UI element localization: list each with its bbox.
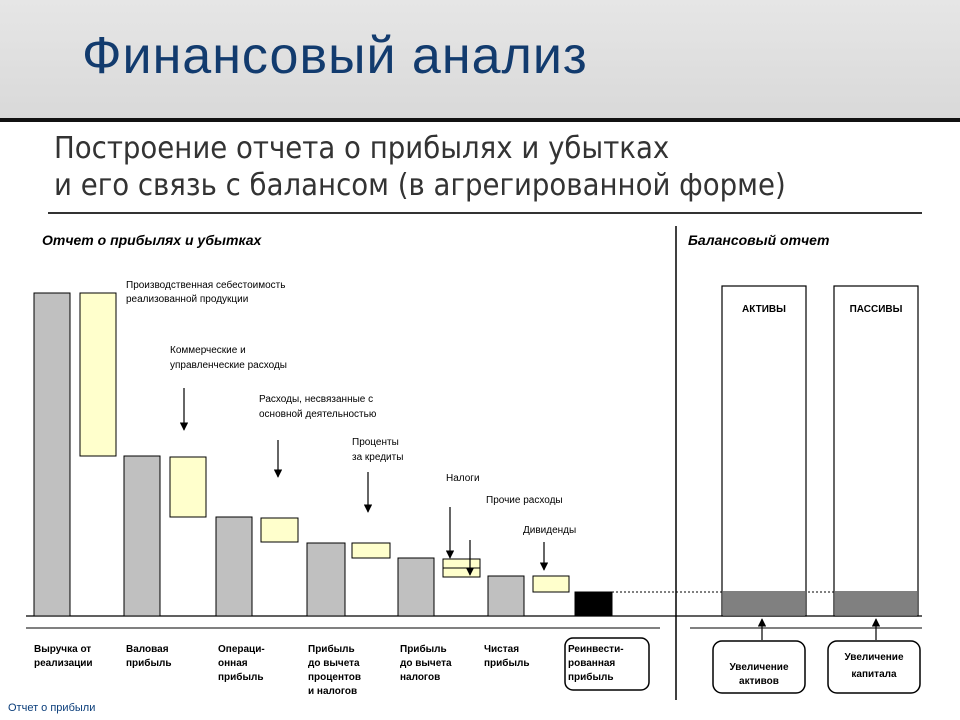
liabilities-column (834, 286, 918, 616)
stage-label-ebt-line-3: налогов (400, 672, 441, 683)
assets-increase-line-1: Увеличение (729, 662, 789, 673)
assets-increase-fill (723, 591, 805, 615)
stage-label-ebt-line-2: до вычета (400, 658, 452, 669)
stage-label-ebit-line-2: до вычета (308, 658, 360, 669)
deduction-bar-selling-admin (170, 457, 206, 517)
stage-label-operating-line-1: Операци- (218, 644, 265, 655)
stage-label-reinvested-line-3: прибыль (568, 672, 614, 683)
deduction-label-nonop-line-1: Расходы, несвязанные с (259, 394, 374, 405)
stage-label-operating-line-2: онная (218, 658, 248, 669)
deduction-label-dividends: Дивиденды (523, 525, 577, 536)
stage-label-gross-line-1: Валовая (126, 644, 169, 655)
stage-label-revenue-line-2: реализации (34, 658, 93, 669)
capital-increase-box (828, 641, 920, 693)
capital-increase-line-2: капитала (851, 669, 897, 680)
subtitle-line-1: Построение отчета о прибылях и убытках (54, 131, 670, 166)
stage-label-ebit-line-1: Прибыль (308, 644, 355, 655)
deduction-label-selling-line-2: управленческие расходы (170, 360, 287, 371)
stage-bar-ebit (307, 543, 345, 616)
stage-bar-ebt (398, 558, 434, 616)
deduction-label-nonop-line-2: основной деятельностью (259, 409, 377, 420)
stage-label-reinvested-line-2: рованная (568, 658, 616, 669)
stage-label-revenue-line-1: Выручка от (34, 644, 92, 655)
capital-increase-line-1: Увеличение (844, 652, 904, 663)
deduction-label-selling-line-1: Коммерческие и (170, 345, 246, 356)
liabilities-label: ПАССИВЫ (849, 304, 903, 315)
stage-label-operating-line-3: прибыль (218, 672, 264, 683)
stage-bar-revenue (34, 293, 70, 616)
stage-bar-operating-profit (216, 517, 252, 616)
income-statement-heading: Отчет о прибылях и убытках (42, 232, 262, 248)
stage-bar-net-profit (488, 576, 524, 616)
stage-label-gross-line-2: прибыль (126, 658, 172, 669)
stage-labels (34, 643, 530, 697)
deduction-label-other: Прочие расходы (486, 495, 563, 506)
stage-label-net-line-2: прибыль (484, 658, 530, 669)
balance-sheet-heading: Балансовый отчет (688, 232, 830, 248)
deduction-label-cost-line-1: Производственная себестоимость (126, 280, 286, 291)
stage-label-ebit-line-3: процентов (308, 672, 362, 683)
stage-label-ebt-line-1: Прибыль (400, 644, 447, 655)
slide-title: Финансовый анализ (82, 27, 588, 85)
deduction-bar-dividends (533, 576, 569, 592)
deduction-label-cost-line-2: реализованной продукции (126, 294, 249, 305)
deduction-bar-non-operating (261, 518, 298, 542)
deduction-bar-cost-of-sales (80, 293, 116, 456)
stage-bar-reinvested-profit (575, 592, 612, 616)
deduction-label-interest-line-2: за кредиты (352, 452, 404, 463)
assets-column (722, 286, 806, 616)
deduction-label-taxes: Налоги (446, 473, 480, 484)
footer-link[interactable]: Отчет о прибыли (8, 702, 96, 714)
stage-bar-gross-profit (124, 456, 160, 616)
stage-label-net-line-1: Чистая (484, 644, 520, 655)
subtitle-line-2: и его связь с балансом (в агрегированной форме) (54, 168, 786, 203)
stage-label-ebit-line-4: и налогов (308, 686, 358, 697)
stage-label-reinvested-line-1: Реинвести- (568, 644, 624, 655)
capital-increase-fill (835, 591, 917, 615)
assets-label: АКТИВЫ (742, 304, 786, 315)
assets-increase-line-2: активов (739, 676, 779, 687)
deduction-label-interest-line-1: Проценты (352, 437, 399, 448)
deduction-bar-interest (352, 543, 390, 558)
